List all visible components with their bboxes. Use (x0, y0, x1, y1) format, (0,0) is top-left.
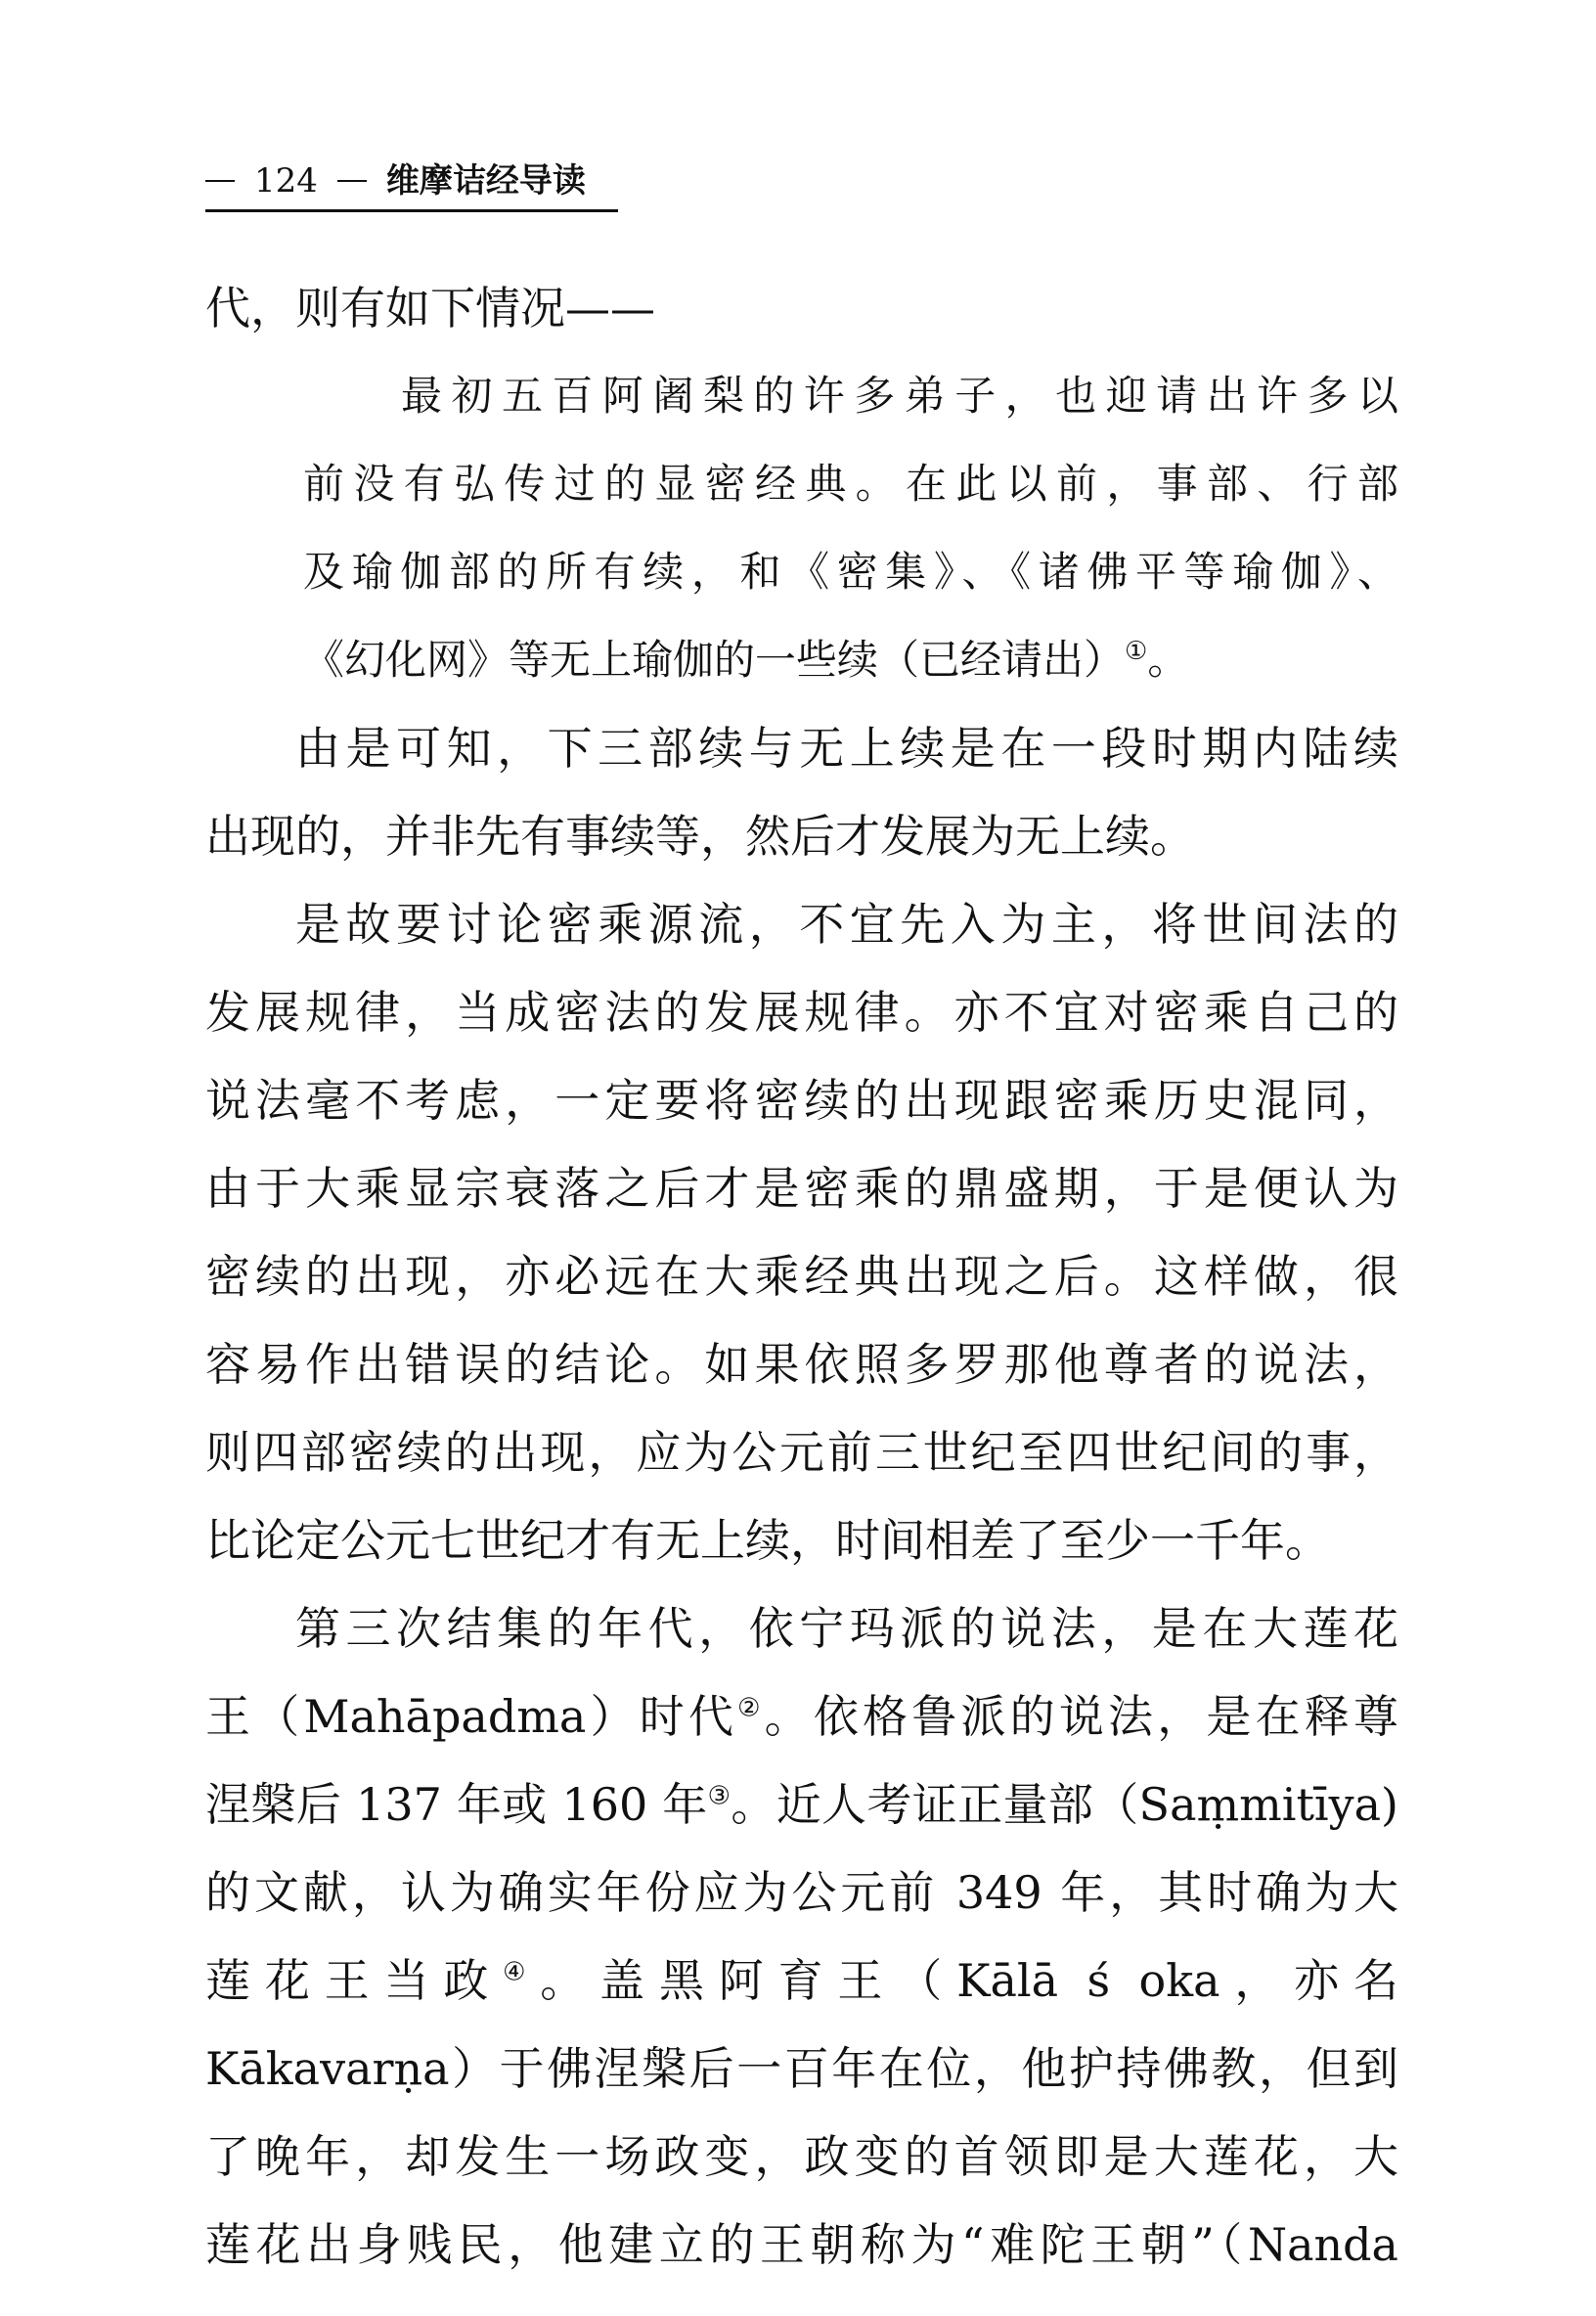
text-segment: 莲花王当政 (205, 1954, 504, 2007)
footnote-mark: ④ (503, 1957, 541, 1987)
text-line: 代，则有如下情况—— (205, 282, 655, 334)
header-rule (205, 209, 618, 212)
text-line: 出现的，并非先有事续等，然后才发展为无上续。 (205, 810, 1195, 863)
quote-line (205, 616, 1398, 704)
book-title: 维摩诘经导读 (385, 161, 586, 200)
dash-right (337, 180, 367, 182)
period: 。 (1147, 636, 1189, 684)
text-line: 了晚年，却发生一场政变，政变的首领即是大莲花，大 (205, 2130, 1398, 2183)
text-line (205, 1937, 1398, 2025)
text-line: 由是可知，下三部续与无上续是在一段时期内陆续 (295, 722, 1398, 775)
dash-left (205, 180, 235, 182)
quote-line: 最初五百阿阇梨的许多弟子，也迎请出许多以 (401, 372, 1398, 420)
body-text (205, 264, 1398, 2289)
text-segment: 。依格鲁派的说法，是在释尊 (764, 1690, 1398, 1743)
page-number: 124 (254, 161, 318, 200)
text-line: 第三次结集的年代，依宁玛派的说法，是在大莲花 (295, 1602, 1398, 1655)
text-line: 的文献，认为确实年份应为公元前 349 年，其时确为大 (205, 1866, 1398, 1919)
text-line: 莲花出身贱民，他建立的王朝称为“难陀王朝”（Nanda (205, 2218, 1398, 2271)
quote-line: 及瑜伽部的所有续，和《密集》、《诸佛平等瑜伽》、 (303, 548, 1398, 596)
text-segment: 王（Mahāpadma）时代 (205, 1690, 738, 1743)
quote-line: 前没有弘传过的显密经典。在此以前，事部、行部 (303, 460, 1398, 508)
footnote-mark: ② (737, 1693, 765, 1723)
text-line (205, 1672, 1398, 1760)
text-line: 则四部密续的出现，应为公元前三世纪至四世纪间的事， (205, 1426, 1398, 1479)
text-line: Kākavarṇa）于佛涅槃后一百年在位，他护持佛教，但到 (205, 2042, 1398, 2095)
text-line: 发展规律，当成密法的发展规律。亦不宜对密乘自己的 (205, 986, 1398, 1039)
text-line (205, 1760, 1398, 1848)
text-segment: 。盖黑阿育王（Kālā ś oka，亦名 (540, 1954, 1398, 2007)
running-head (205, 156, 586, 205)
text-line: 说法毫不考虑，一定要将密续的出现跟密乘历史混同， (205, 1074, 1398, 1127)
text-line: 比论定公元七世纪才有无上续，时间相差了至少一千年。 (205, 1514, 1330, 1567)
text-line: 是故要讨论密乘源流，不宜先入为主，将世间法的 (295, 898, 1398, 951)
text-line: 密续的出现，亦必远在大乘经典出现之后。这样做，很 (205, 1250, 1398, 1303)
text-segment: 涅槃后 137 年或 160 年 (205, 1778, 708, 1831)
footnote-mark: ③ (707, 1781, 732, 1811)
text-line: 由于大乘显宗衰落之后才是密乘的鼎盛期，于是便认为 (205, 1162, 1398, 1215)
text-segment: 。近人考证正量部（Saṃmitīya) (731, 1778, 1398, 1831)
text-line: 容易作出错误的结论。如果依照多罗那他尊者的说法， (205, 1338, 1398, 1391)
footnote-mark: ① (1125, 637, 1148, 666)
quote-text: 《幻化网》等无上瑜伽的一些续（已经请出） (303, 636, 1126, 684)
